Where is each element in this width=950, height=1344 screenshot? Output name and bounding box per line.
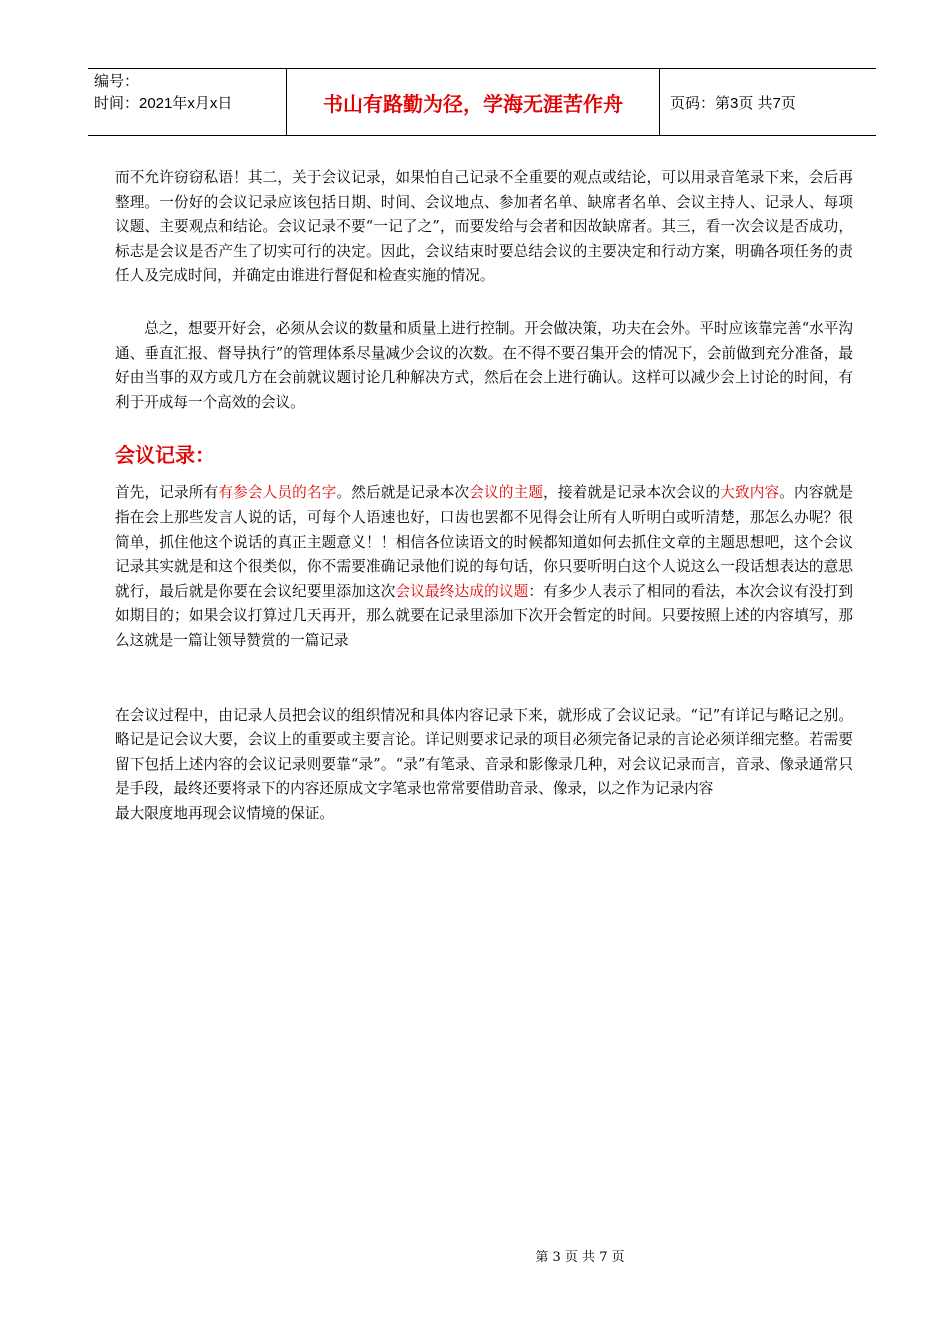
highlight-meeting-topic: 会议的主题 (469, 484, 544, 502)
time-label: 时间：2021年x月x日 (94, 95, 233, 112)
page-header (88, 68, 876, 136)
paragraph-3 (115, 481, 853, 653)
paragraph-1: 而不允许窃窃私语！其二，关于会议记录，如果怕自己记录不全重要的观点或结论，可以用录音笔录下来，会后再整理。一份好的会议记录应该包括日期、时间、会议地点、参加者名单、缺席者名单、会议主持人、记录人、每项议题、主要观点和结论。会议记录不要“一记了之”，而要发给与会者和因故缺席者。其三，看一次会议是否成功，标志是会议是否产生了切实可行的决定。因此，会议结束时要总结会议的主要决定和行动方案，明确各项任务的责任人及完成时间，并确定由谁进行督促和检查实施的情况。 (115, 169, 853, 285)
paragraph-2: 总之，想要开好会，必须从会议的数量和质量上进行控制。开会做决策，功夫在会外。平时应该靠完善“水平沟通、垂直汇报、督导执行”的管理体系尽量减少会议的次数。在不得不要召集开会的情况下，会前做到充分准备，最好由当事的双方或几方在会前就议题讨论几种解决方式，然后在会上进行确认。这样可以减少会上讨论的时间，有利于开成每一个高效的会议。 (115, 319, 853, 411)
text-run: ：有多少人表示了相同的看法，本次会议有没打到如期目的；如果会议打算过几天再开，那么就要在记录里添加下次开会暂定的时间。只要按照上述的内容填写，那么这就是一篇让领导赞赏的一篇记录 (115, 582, 853, 649)
text-run: ，接着就是记录本次会议的 (543, 484, 721, 502)
header-page-label: 页码：第3页 共7页 (670, 94, 796, 112)
highlight-attendee-names: 有参会人员的名字 (218, 484, 337, 502)
paragraph-5: 最大限度地再现会议情境的保证。 (115, 804, 334, 822)
header-motto: 书山有路勤为径，学海无涯苦作舟 (286, 69, 660, 135)
paragraph-4: 在会议过程中，由记录人员把会议的组织情况和具体内容记录下来，就形成了会议记录。“记”有详记与略记之别。略记是记会议大要，会议上的重要或主要言论。详记则要求记录的项目必须完备记录的言论必须详细完整。若需要留下包括上述内容的会议记录则要靠“录”。“录”有笔录、音录和影像录几种，对会议记录而言，音录、像录通常只是手段，最终还要将录下的内容还原成文字笔录也常常要借助音录、像录，以之作为记录内容 (115, 706, 853, 798)
header-meta (88, 69, 286, 135)
highlight-final-resolution: 会议最终达成的议题 (395, 582, 529, 600)
highlight-general-content: 大致内容 (720, 484, 780, 502)
document-body (115, 166, 853, 826)
text-run: 。内容就是指在会上那些发言人说的话，可每个人语速也好，口齿也罢都不见得会让所有人听明白或听清楚，那怎么办呢？很简单，抓住他这个说话的真正主题意义！！相信各位读语文的时候都知道如何去抓住文章的主题思想吧，这个会议记录其实就是和这个很类似，你不需要准确记录他们说的每句话，你只要听明白这个人说这么一段话想表达的意思就行，最后就是你要在会议纪要里添加这次 (115, 484, 853, 600)
section-title: 会议记录： (115, 443, 215, 468)
number-label: 编号： (94, 73, 140, 90)
text-run: 首先，记录所有 (115, 484, 219, 502)
text-run: 。然后就是记录本次 (336, 484, 470, 502)
page-footer: 第 3 页 共 7 页 (535, 1250, 625, 1265)
